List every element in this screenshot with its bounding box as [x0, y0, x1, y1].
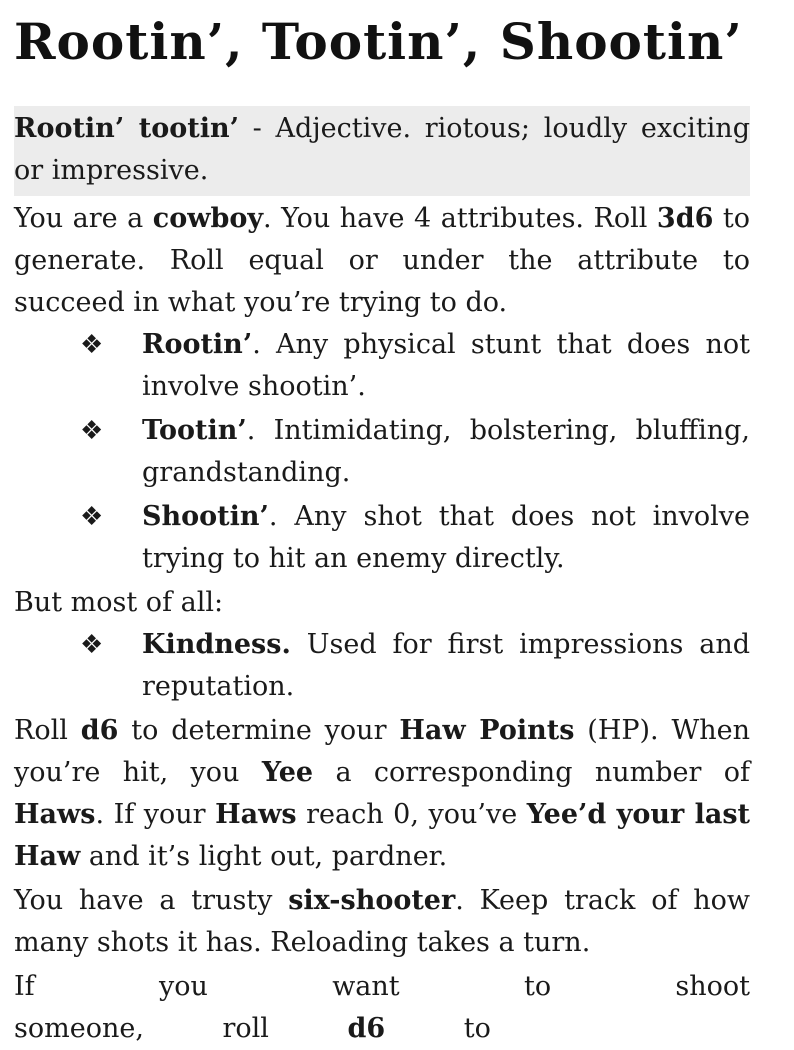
intro-text-2: . You have 4 attributes. Roll — [263, 203, 657, 234]
shooter-text: . Keep track of how many shots it has. Reloading takes a turn. — [14, 885, 750, 958]
intro-text-1: You are a — [14, 203, 153, 234]
list-item — [80, 496, 750, 580]
attribute-text: . Intimidating, bolstering, bluffing, grandstanding. — [142, 415, 750, 488]
page-title: Rootin’, Tootin’, Shootin’ — [14, 12, 743, 71]
shooter-text: You have a trusty — [14, 885, 289, 916]
list-item — [80, 324, 750, 408]
shoot-paragraph — [14, 966, 750, 1050]
haw-points-paragraph — [14, 710, 750, 878]
diamond-bullet-icon: ❖ — [80, 330, 104, 360]
document-page — [14, 0, 750, 1050]
haw-text: (HP). When you’re hit, you — [14, 715, 751, 788]
but-most-of-all: But most of all: — [14, 587, 224, 618]
list-item — [80, 624, 750, 708]
attribute-name: Rootin’ — [142, 329, 253, 360]
list-item — [80, 410, 750, 494]
haw-text: reach 0, you’ve — [296, 799, 527, 830]
six-shooter-paragraph — [14, 880, 750, 964]
definition-text: - Adjective. riotous; loudly exciting or impressive. — [14, 113, 750, 186]
kindness-name: Kindness. — [142, 629, 291, 660]
attribute-list — [14, 324, 750, 580]
kindness-text: Used for first impressions and reputation. — [142, 629, 750, 702]
attribute-name: Tootin’ — [142, 415, 247, 446]
haw-text: to determine your — [118, 715, 400, 746]
dice-term: 3d6 — [656, 203, 714, 234]
haw-text: and it’s light out, pardner. — [80, 841, 448, 872]
cowboy-term: cowboy — [152, 203, 264, 234]
definition-box — [14, 106, 750, 196]
haw-text: . If your — [95, 799, 216, 830]
kindness-list — [14, 624, 750, 708]
diamond-bullet-icon: ❖ — [80, 630, 104, 660]
haws-term: Haws — [14, 799, 96, 830]
attribute-text: . Any shot that does not involve trying to hit an enemy directly. — [142, 501, 750, 574]
six-shooter-term: six-shooter — [288, 885, 456, 916]
d6-term: d6 — [80, 715, 119, 746]
haw-points-term: Haw Points — [399, 715, 575, 746]
haws-term: Haws — [215, 799, 297, 830]
yee-term: Yee — [261, 757, 314, 788]
intro-text-3: to generate. Roll equal or under the attribute to succeed in what you’re trying to do. — [14, 203, 750, 318]
definition-term: Rootin’ tootin’ — [14, 113, 239, 144]
d6-term: d6 — [347, 1013, 386, 1044]
last-haw-term: Yee’d your last Haw — [14, 799, 751, 872]
attribute-text: . Any physical stunt that does not involve shootin’. — [142, 329, 750, 402]
shoot-text: If you want to shoot someone, roll — [14, 971, 750, 1044]
haw-text: Roll — [14, 715, 81, 746]
shoot-text: to — [385, 1013, 491, 1044]
diamond-bullet-icon: ❖ — [80, 502, 104, 532]
haw-text: a corresponding number of — [313, 757, 750, 788]
diamond-bullet-icon: ❖ — [80, 416, 104, 446]
intro-paragraph — [14, 198, 750, 324]
attribute-name: Shootin’ — [142, 501, 269, 532]
